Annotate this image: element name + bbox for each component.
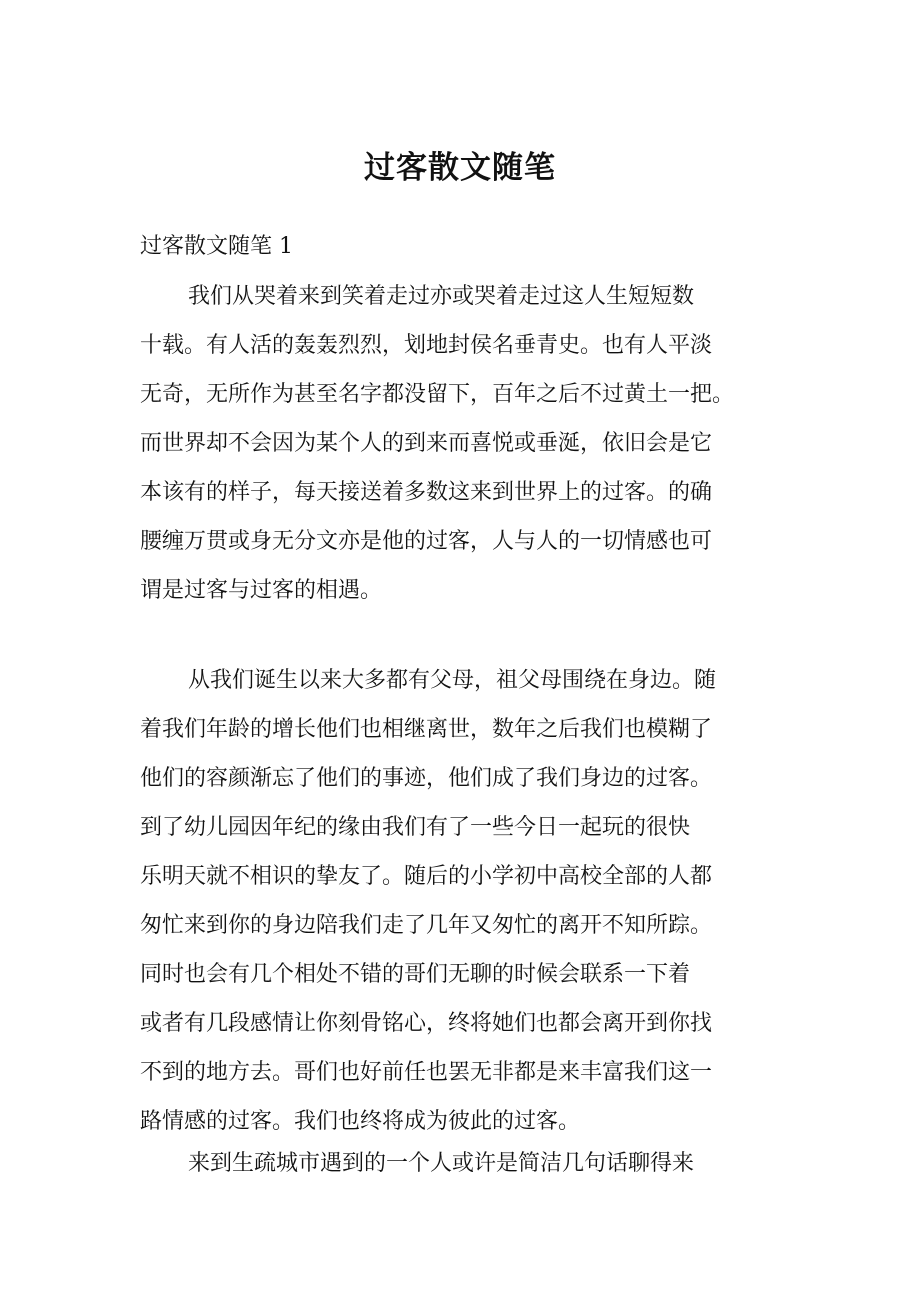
paragraph-2 (140, 656, 800, 1146)
text-line: 不到的地方去。哥们也好前任也罢无非都是来丰富我们这一 (140, 1060, 713, 1085)
paragraph-1 (140, 272, 800, 615)
paragraph-3 (140, 1139, 800, 1188)
text-line: 或者有几段感情让你刻骨铭心，终将她们也都会离开到你找 (140, 1011, 713, 1036)
text-line: 同时也会有几个相处不错的哥们无聊的时候会联系一下着 (140, 962, 691, 987)
section-heading: 过客散文随笔 1 (140, 234, 293, 259)
text-line: 腰缠万贯或身无分文亦是他的过客，人与人的一切情感也可 (140, 529, 713, 554)
text-line: 乐明天就不相识的挚友了。随后的小学初中高校全部的人都 (140, 864, 713, 889)
text-line: 从我们诞生以来大多都有父母，祖父母围绕在身边。随 (188, 668, 717, 693)
text-line: 谓是过客与过客的相遇。 (140, 578, 383, 603)
text-line: 无奇，无所作为甚至名字都没留下，百年之后不过黄土一把。 (140, 382, 735, 407)
text-line: 路情感的过客。我们也终将成为彼此的过客。 (140, 1109, 581, 1134)
text-line: 匆忙来到你的身边陪我们走了几年又匆忙的离开不知所踪。 (140, 913, 713, 938)
text-line: 来到生疏城市遇到的一个人或许是简洁几句话聊得来 (188, 1151, 695, 1176)
text-line: 十载。有人活的轰轰烈烈，划地封侯名垂青史。也有人平淡 (140, 333, 713, 358)
document-title: 过客散文随笔 (364, 150, 556, 186)
text-line: 我们从哭着来到笑着走过亦或哭着走过这人生短短数 (188, 284, 695, 309)
text-line: 着我们年龄的增长他们也相继离世，数年之后我们也模糊了 (140, 717, 713, 742)
text-line: 本该有的样子，每天接送着多数这来到世界上的过客。的确 (140, 480, 713, 505)
text-line: 到了幼儿园因年纪的缘由我们有了一些今日一起玩的很快 (140, 815, 691, 840)
text-line: 他们的容颜渐忘了他们的事迹，他们成了我们身边的过客。 (140, 766, 713, 791)
text-line: 而世界却不会因为某个人的到来而喜悦或垂涎，依旧会是它 (140, 431, 713, 456)
